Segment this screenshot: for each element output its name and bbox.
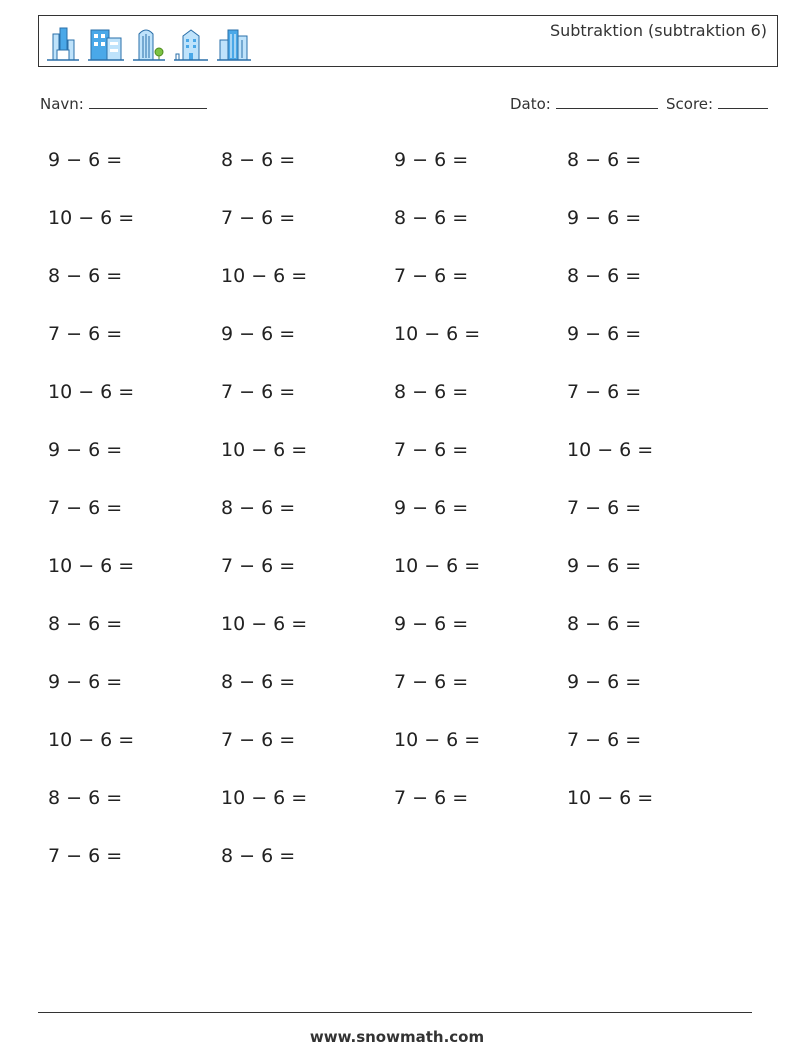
problem-item: 7 − 6 = (221, 207, 296, 229)
score-field (666, 94, 768, 113)
problem-item: 7 − 6 = (48, 323, 123, 345)
problem-item: 7 − 6 = (394, 671, 469, 693)
problem-item: 7 − 6 = (394, 265, 469, 287)
problem-item: 10 − 6 = (48, 729, 135, 751)
date-blank[interactable] (556, 94, 658, 109)
score-blank[interactable] (718, 94, 768, 109)
problem-item: 7 − 6 = (48, 497, 123, 519)
problem-item: 8 − 6 = (221, 497, 296, 519)
problem-item: 10 − 6 = (394, 729, 481, 751)
problem-item: 7 − 6 = (221, 555, 296, 577)
problem-item: 10 − 6 = (221, 787, 308, 809)
problem-item: 7 − 6 = (567, 381, 642, 403)
footer-url: www.snowmath.com (309, 1028, 485, 1046)
problem-item: 7 − 6 = (394, 439, 469, 461)
problem-item: 9 − 6 = (567, 671, 642, 693)
city-buildings-icon (215, 24, 253, 64)
problem-item: 8 − 6 = (394, 207, 469, 229)
problem-item: 9 − 6 = (394, 149, 469, 171)
problem-item: 8 − 6 = (567, 265, 642, 287)
problem-item: 7 − 6 = (567, 497, 642, 519)
date-field (510, 94, 658, 113)
problem-item: 10 − 6 = (48, 207, 135, 229)
problem-item: 8 − 6 = (567, 613, 642, 635)
problem-item: 8 − 6 = (48, 613, 123, 635)
problem-item: 8 − 6 = (221, 845, 296, 867)
problem-item: 9 − 6 = (567, 207, 642, 229)
problem-item: 8 − 6 = (48, 265, 123, 287)
problem-item: 8 − 6 = (48, 787, 123, 809)
problem-item: 7 − 6 = (221, 729, 296, 751)
problem-item: 9 − 6 = (567, 555, 642, 577)
problem-item: 9 − 6 = (48, 671, 123, 693)
tower-with-tree-icon (131, 24, 167, 64)
problem-item: 7 − 6 = (394, 787, 469, 809)
problem-item: 10 − 6 = (221, 613, 308, 635)
name-label: Navn: (40, 95, 84, 113)
problem-item: 10 − 6 = (567, 787, 654, 809)
footer-divider (38, 1012, 752, 1013)
problem-item: 8 − 6 = (394, 381, 469, 403)
problem-item: 8 − 6 = (221, 149, 296, 171)
problem-item: 10 − 6 = (394, 323, 481, 345)
problem-item: 10 − 6 = (48, 555, 135, 577)
problem-item: 7 − 6 = (48, 845, 123, 867)
problem-item: 9 − 6 = (48, 149, 123, 171)
problem-item: 8 − 6 = (221, 671, 296, 693)
problem-item: 10 − 6 = (48, 381, 135, 403)
problem-item: 9 − 6 = (567, 323, 642, 345)
problem-item: 10 − 6 = (567, 439, 654, 461)
worksheet-title: Subtraktion (subtraktion 6) (549, 21, 767, 40)
skyscraper-icon (45, 24, 81, 64)
problem-item: 9 − 6 = (394, 497, 469, 519)
problem-item: 8 − 6 = (567, 149, 642, 171)
problem-item: 9 − 6 = (394, 613, 469, 635)
worksheet-header (38, 15, 778, 67)
header-icons (45, 22, 253, 64)
problem-item: 7 − 6 = (567, 729, 642, 751)
date-label: Dato: (510, 95, 551, 113)
problem-item: 10 − 6 = (221, 265, 308, 287)
score-label: Score: (666, 95, 714, 113)
apartment-building-icon (173, 24, 209, 64)
office-building-icon (87, 24, 125, 64)
problem-item: 7 − 6 = (221, 381, 296, 403)
problem-item: 9 − 6 = (48, 439, 123, 461)
problem-item: 10 − 6 = (221, 439, 308, 461)
problem-item: 10 − 6 = (394, 555, 481, 577)
name-blank[interactable] (89, 94, 207, 109)
name-field (40, 94, 207, 113)
problem-item: 9 − 6 = (221, 323, 296, 345)
